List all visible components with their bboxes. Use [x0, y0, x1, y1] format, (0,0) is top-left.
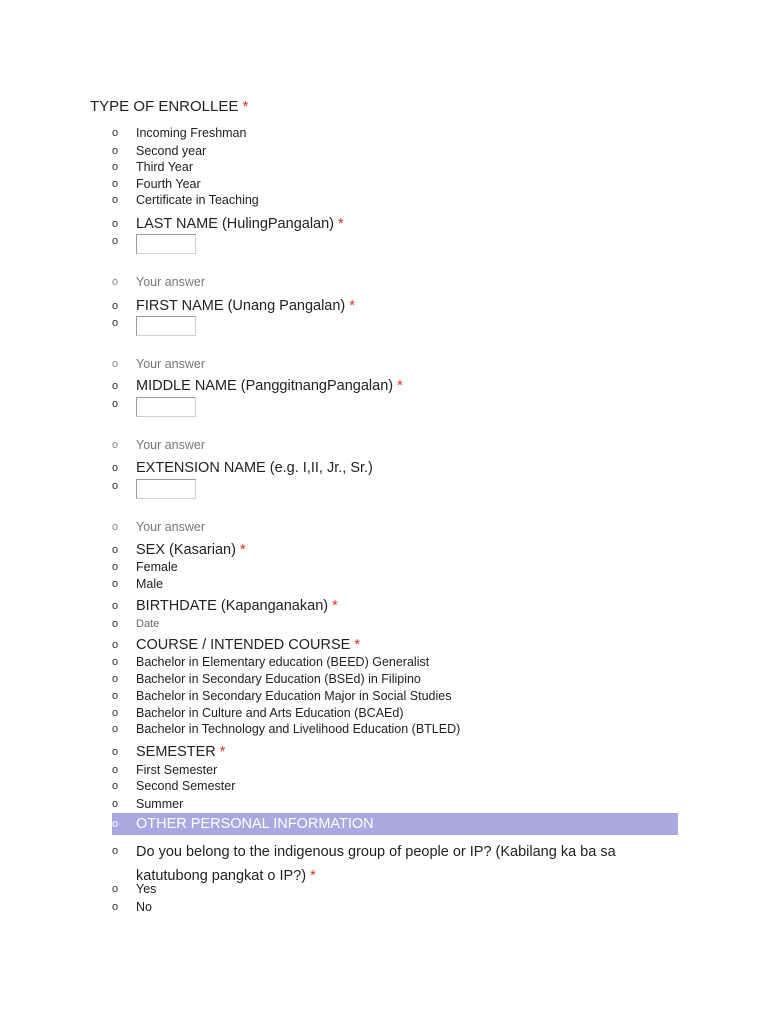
list-bullet-icon: o	[112, 600, 119, 612]
list-bullet-icon: o	[112, 398, 119, 410]
type-of-enrollee-label: TYPE OF ENROLLEE *	[90, 98, 249, 115]
list-bullet-icon: o	[112, 218, 119, 230]
list-bullet-icon: o	[112, 639, 119, 651]
list-bullet-icon: o	[112, 845, 119, 857]
list-bullet-icon: o	[112, 317, 119, 329]
birthdate-question: o BIRTHDATE (Kapanganakan) *	[112, 598, 338, 614]
radio-option-bsed-social-studies[interactable]: o Bachelor in Secondary Education Major in Social Studies	[112, 689, 452, 703]
list-bullet-icon: o	[112, 521, 119, 533]
radio-option-beed[interactable]: o Bachelor in Elementary education (BEED) Generalist	[112, 655, 430, 669]
list-bullet-icon: o	[112, 235, 119, 247]
extension-name-input[interactable]	[136, 479, 196, 499]
radio-circle-icon[interactable]: o	[112, 178, 119, 190]
middle-name-question: o MIDDLE NAME (PanggitnangPangalan) *	[112, 378, 403, 394]
radio-circle-icon[interactable]: o	[112, 690, 119, 702]
radio-circle-icon[interactable]: o	[112, 194, 119, 206]
required-asterisk: *	[332, 598, 338, 614]
section-header-other-personal-information	[112, 813, 678, 835]
required-asterisk: *	[310, 868, 316, 884]
radio-option-yes[interactable]: o Yes	[112, 882, 157, 896]
radio-option-incoming-freshman[interactable]: o Incoming Freshman	[112, 126, 247, 140]
first-name-input[interactable]	[136, 316, 196, 336]
list-bullet-icon: o	[112, 618, 119, 630]
radio-circle-icon[interactable]: o	[112, 798, 119, 810]
extension-name-question: o EXTENSION NAME (e.g. I,II, Jr., Sr.)	[112, 460, 373, 476]
radio-option-bsed-filipino[interactable]: o Bachelor in Secondary Education (BSEd) in Filipino	[112, 672, 421, 686]
required-asterisk: *	[354, 637, 360, 653]
ip-question: Do you belong to the indigenous group of people or IP? (Kabilang ka ba sa katutubong pangkat o IP?) *	[136, 844, 616, 884]
radio-circle-icon[interactable]: o	[112, 707, 119, 719]
radio-circle-icon[interactable]: o	[112, 723, 119, 735]
required-asterisk: *	[219, 744, 226, 760]
radio-option-btled[interactable]: o Bachelor in Technology and Livelihood Education (BTLED)	[112, 722, 461, 736]
radio-circle-icon[interactable]: o	[112, 578, 119, 590]
required-asterisk: *	[349, 298, 355, 314]
radio-option-fourth-year[interactable]: o Fourth Year	[112, 177, 201, 191]
radio-circle-icon[interactable]: o	[112, 127, 119, 139]
middle-name-answer-placeholder: o Your answer	[112, 438, 206, 452]
radio-option-second-year[interactable]: o Second year	[112, 144, 207, 158]
radio-circle-icon[interactable]: o	[112, 764, 119, 776]
last-name-answer-placeholder: o Your answer	[112, 275, 206, 289]
radio-circle-icon[interactable]: o	[112, 656, 119, 668]
required-asterisk: *	[338, 216, 344, 232]
list-bullet-icon: o	[112, 358, 119, 370]
semester-question: o SEMESTER *	[112, 744, 226, 760]
first-name-answer-placeholder: o Your answer	[112, 357, 206, 371]
list-bullet-icon: o	[112, 462, 119, 474]
radio-circle-icon[interactable]: o	[112, 883, 119, 895]
radio-circle-icon[interactable]: o	[112, 561, 119, 573]
radio-circle-icon[interactable]: o	[112, 901, 119, 913]
course-question: o COURSE / INTENDED COURSE *	[112, 637, 360, 653]
radio-circle-icon[interactable]: o	[112, 145, 119, 157]
radio-option-female[interactable]: o Female	[112, 560, 178, 574]
radio-option-first-semester[interactable]: o First Semester	[112, 763, 218, 777]
last-name-input[interactable]	[136, 234, 196, 254]
list-bullet-icon: o	[112, 439, 119, 451]
required-asterisk: *	[397, 378, 403, 394]
radio-option-male[interactable]: o Male	[112, 577, 164, 591]
middle-name-input[interactable]	[136, 397, 196, 417]
list-bullet-icon: o	[112, 380, 119, 392]
list-bullet-icon: o	[112, 300, 119, 312]
radio-option-bcaed[interactable]: o Bachelor in Culture and Arts Education (BCAEd)	[112, 706, 404, 720]
middle-name-input-row	[0, 396, 768, 413]
radio-option-certificate-in-teaching[interactable]: o Certificate in Teaching	[112, 193, 259, 207]
extension-name-answer-placeholder: o Your answer	[112, 520, 206, 534]
birthdate-date-field[interactable]: o Date	[0, 616, 768, 633]
list-bullet-icon: o	[112, 276, 119, 288]
first-name-question: o FIRST NAME (Unang Pangalan) *	[112, 298, 355, 314]
radio-option-second-semester[interactable]: o Second Semester	[112, 779, 236, 793]
last-name-input-row	[0, 233, 768, 250]
first-name-input-row	[0, 315, 768, 332]
last-name-question: o LAST NAME (HulingPangalan) *	[112, 216, 344, 232]
extension-name-input-row	[0, 478, 768, 495]
sex-question: o SEX (Kasarian) *	[112, 542, 246, 558]
list-bullet-icon: o	[112, 544, 119, 556]
list-bullet-icon: o	[112, 480, 119, 492]
radio-circle-icon[interactable]: o	[112, 161, 119, 173]
radio-circle-icon[interactable]: o	[112, 673, 119, 685]
required-asterisk: *	[242, 98, 249, 115]
required-asterisk: *	[239, 542, 246, 558]
list-bullet-icon: o	[112, 746, 119, 758]
radio-circle-icon[interactable]: o	[112, 780, 119, 792]
radio-option-summer[interactable]: o Summer	[112, 797, 184, 811]
radio-option-no[interactable]: o No	[112, 900, 152, 914]
list-bullet-icon: o	[112, 818, 119, 830]
radio-option-third-year[interactable]: o Third Year	[112, 160, 193, 174]
section-title: OTHER PERSONAL INFORMATION	[136, 816, 374, 832]
